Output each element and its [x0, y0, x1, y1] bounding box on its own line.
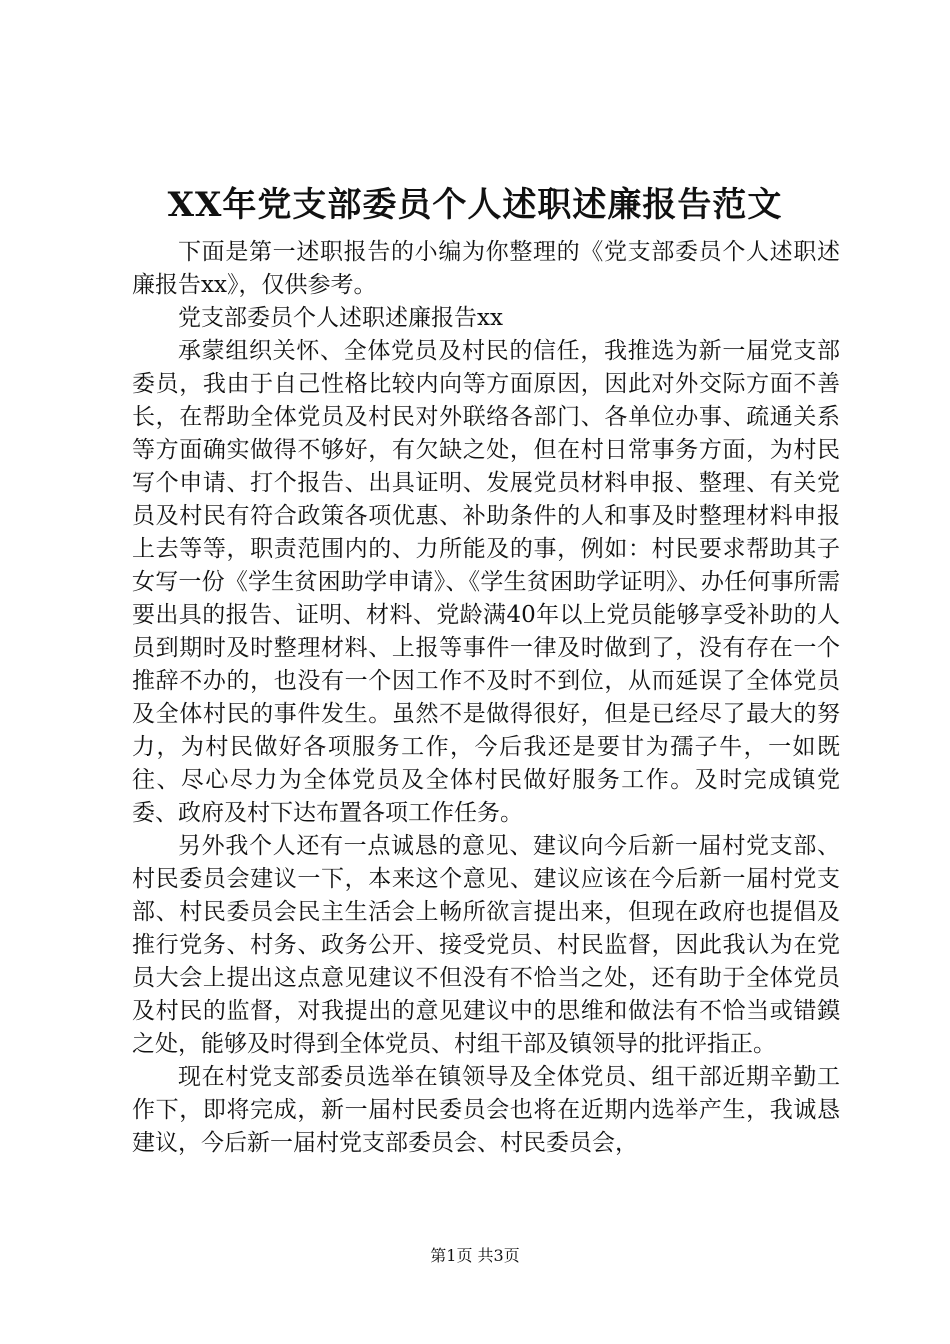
document-body	[132, 236, 840, 1160]
report-subtitle: 党支部委员个人述职述廉报告xx	[178, 305, 503, 331]
body-paragraph: 承蒙组织关怀、全体党员及村民的信任，我推选为新一届党支部委员，我由于自己性格比较内向等方面原因，因此对外交际方面不善长，在帮助全体党员及村民对外联络各部门、各单位办事、疏通关系等方面确实做得不够好，有欠缺之处，但在村日常事务方面，为村民写个申请、打个报告、出具证明、发展党员材料申报、整理、有关党员及村民有符合政策各项优惠、补助条件的人和事及时整理材料申报上去等等，职责范围内的、力所能及的事，例如：村民要求帮助其子女写一份《学生贫困助学申请》、《学生贫困助学证明》、办任何事所需要出具的报告、证明、材料、党龄满40年以上党员能够享受补助的人员到期时及时整理材料、上报等事件一律及时做到了，没有存在一个推辞不办的，也没有一个因工作不及时不到位，从而延误了全体党员及全体村民的事件发生。虽然不是做得很好，但是已经尽了最大的努力，为村民做好各项服务工作，今后我还是要甘为孺子牛，一如既往、尽心尽力为全体党员及全体村民做好服务工作。及时完成镇党委、政府及村下达布置各项工作任务。	[132, 338, 840, 826]
intro-paragraph: 下面是第一述职报告的小编为你整理的《党支部委员个人述职述廉报告xx》，仅供参考。	[132, 239, 840, 298]
body-paragraph: 现在村党支部委员选举在镇领导及全体党员、组干部近期辛勤工作下，即将完成，新一届村民委员会也将在近期内选举产生，我诚恳建议，今后新一届村党支部委员会、村民委员会，	[132, 1064, 840, 1156]
page-number-footer: 第1页 共3页	[430, 1246, 520, 1265]
body-paragraph: 另外我个人还有一点诚恳的意见、建议向今后新一届村党支部、村民委员会建议一下，本来这个意见、建议应该在今后新一届村党支部、村民委员会民主生活会上畅所欲言提出来，但现在政府也提倡及推行党务、村务、政务公开、接受党员、村民监督，因此我认为在党员大会上提出这点意见建议不但没有不恰当之处，还有助于全体党员及村民的监督，对我提出的意见建议中的思维和做法有不恰当或错鏌之处，能够及时得到全体党员、村组干部及镇领导的批评指正。	[132, 833, 840, 1057]
document-title: XX年党支部委员个人述职述廉报告范文	[167, 185, 783, 225]
